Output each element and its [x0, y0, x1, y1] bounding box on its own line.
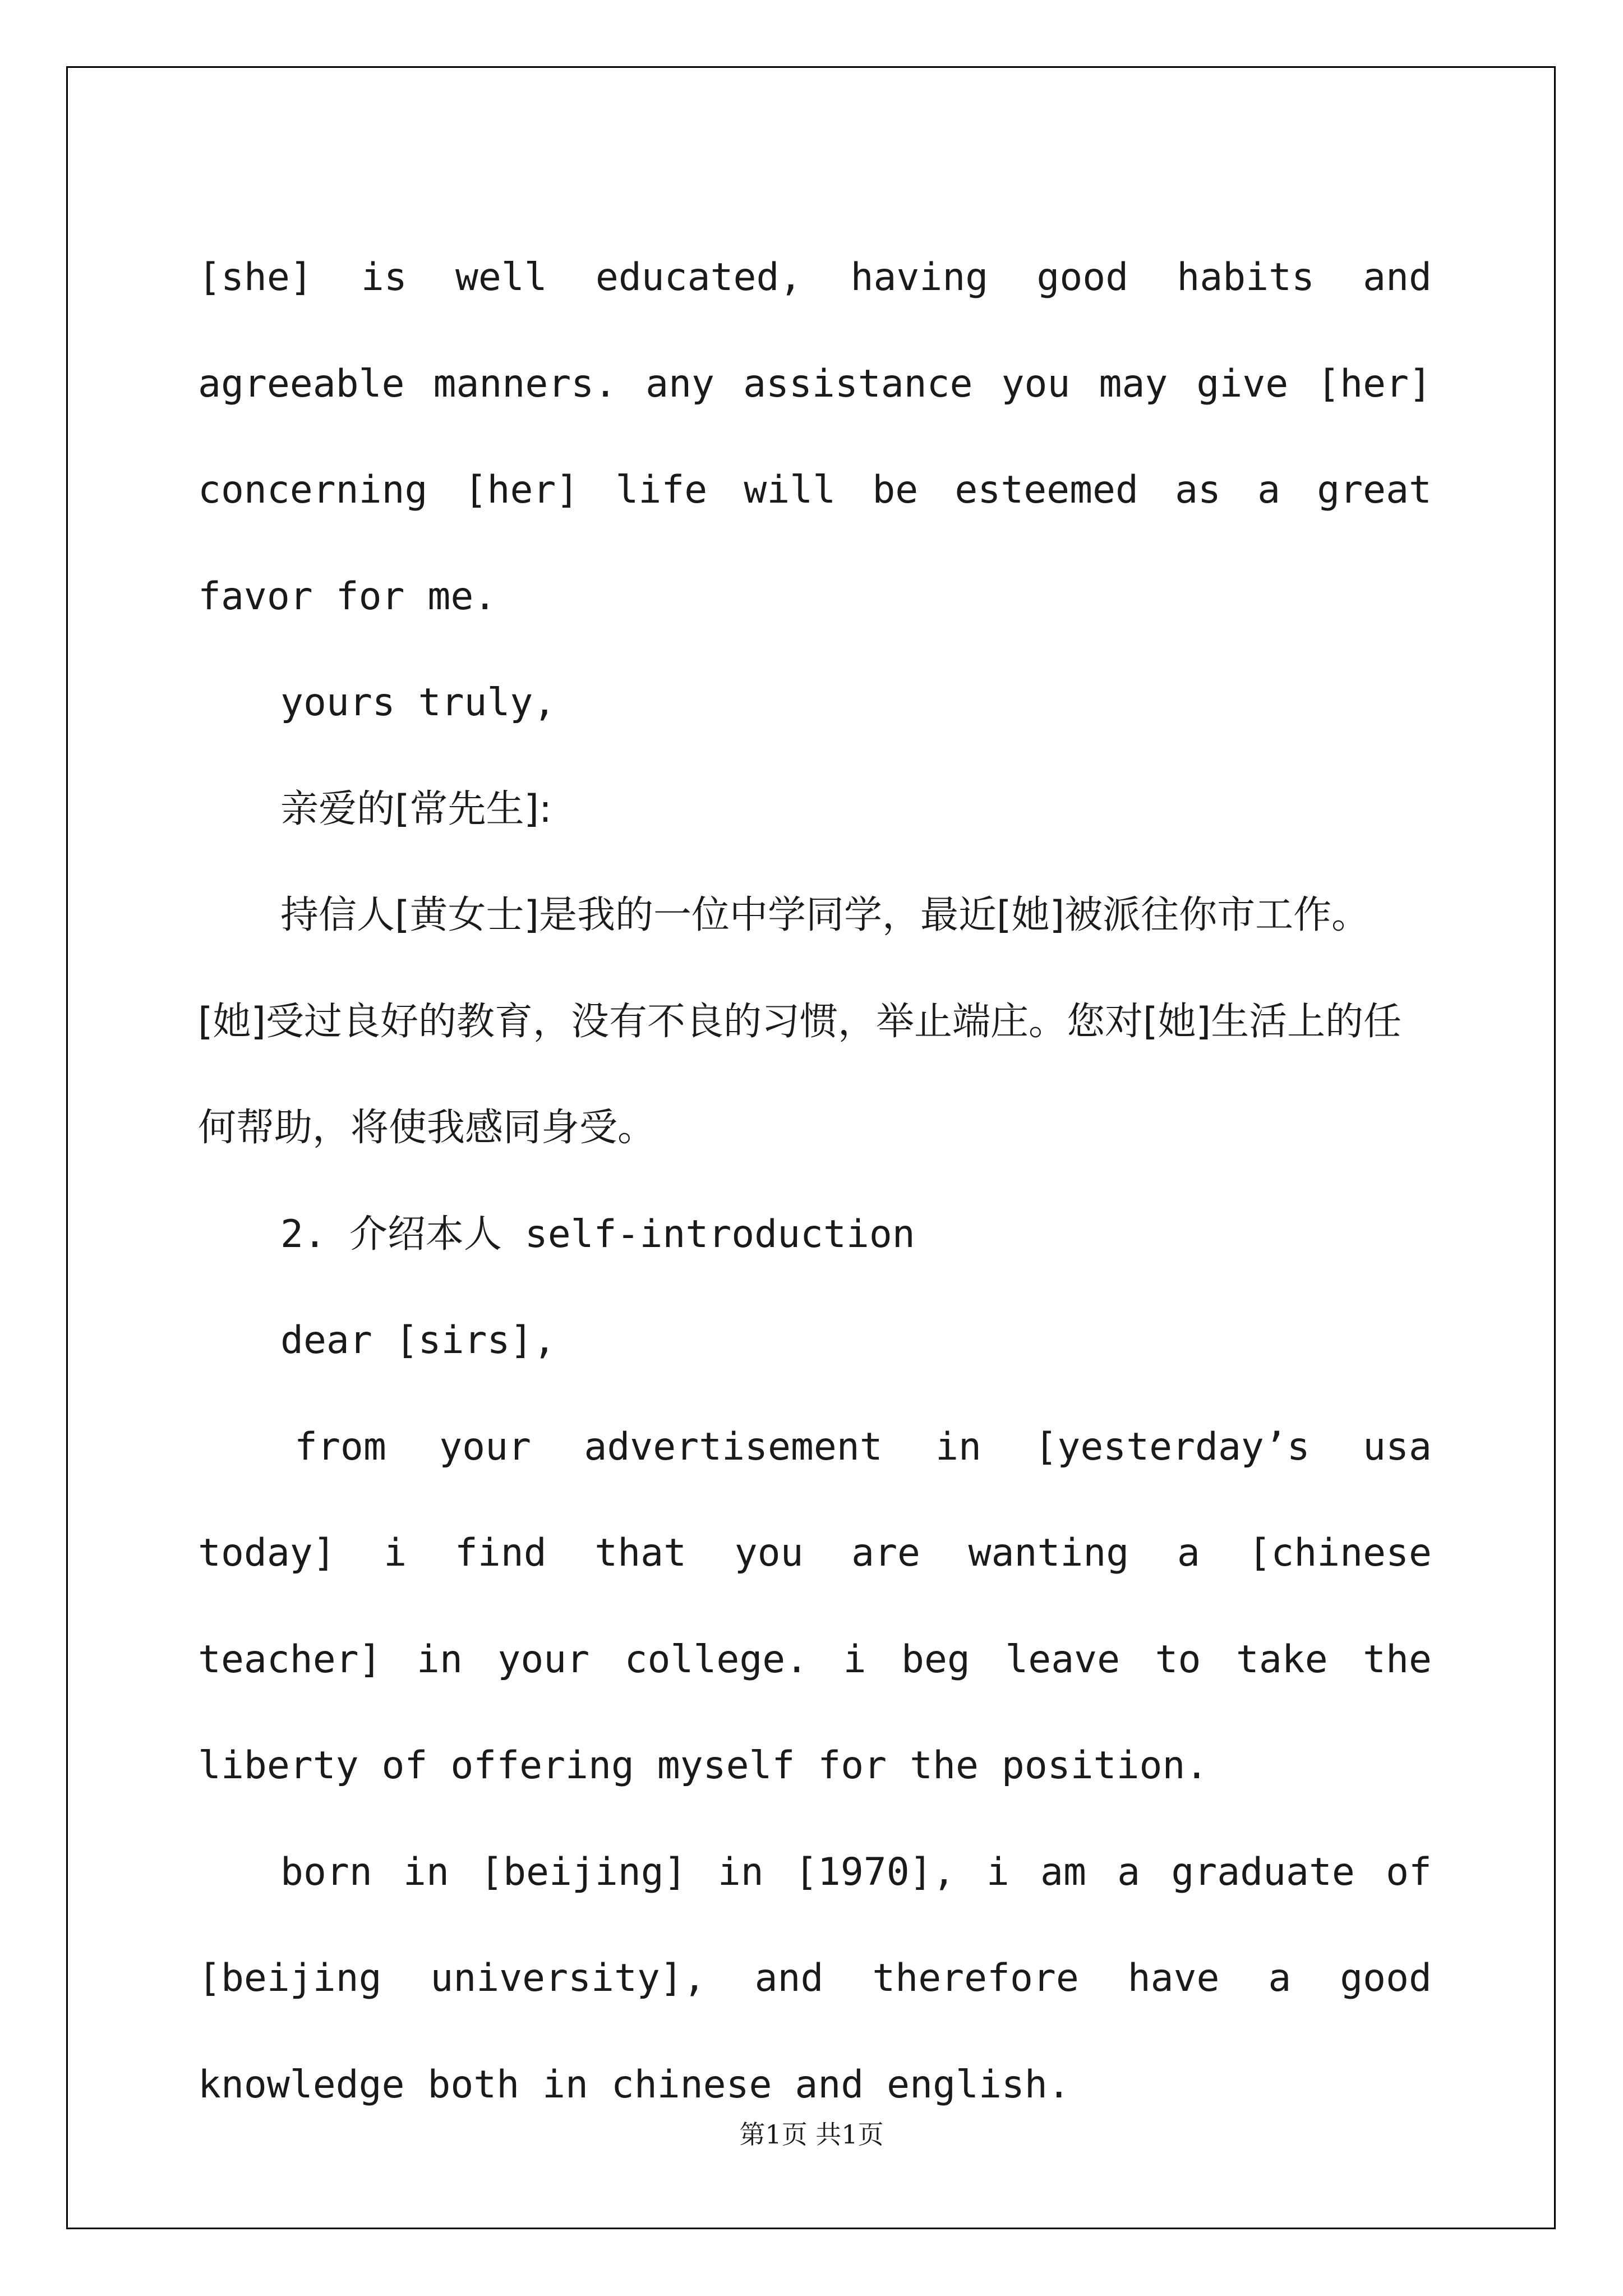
paragraph-salutation-cn: 亲爱的[常先生]: [280, 786, 552, 831]
paragraph-letter-continuation: [she] is well educated, having good habits and agreeable manners. any assistance you may give [her] concerning [her] life will be esteemed as a great favor for me. [198, 255, 1432, 619]
paragraph-closing: yours truly, [280, 680, 556, 725]
paragraph-body-cn: 持信人[黄女士]是我的一位中学同学，最近[她]被派往你市工作。[她]受过良好的教育，没有不良的习惯，举止端庄。您对[她]生活上的任何帮助，将使我感同身受。 [198, 893, 1402, 1150]
section-heading: 2. 介绍本人 self-introduction [280, 1212, 915, 1257]
paragraph-advertisement: from your advertisement in [yesterday’s usa today] i find that you are wanting a [chinese teacher] in your college. i beg leave to take the liberty of offering myself for the position. [198, 1424, 1432, 1788]
paragraph-background: born in [beijing] in [1970], i am a graduate of [beijing university], and therefore have a good knowledge both in chinese and english. [198, 1849, 1432, 2107]
document-body [198, 224, 1432, 2138]
page-footer: 第1页 共1页 [739, 2119, 884, 2150]
paragraph-salutation-en: dear [sirs], [280, 1318, 556, 1363]
